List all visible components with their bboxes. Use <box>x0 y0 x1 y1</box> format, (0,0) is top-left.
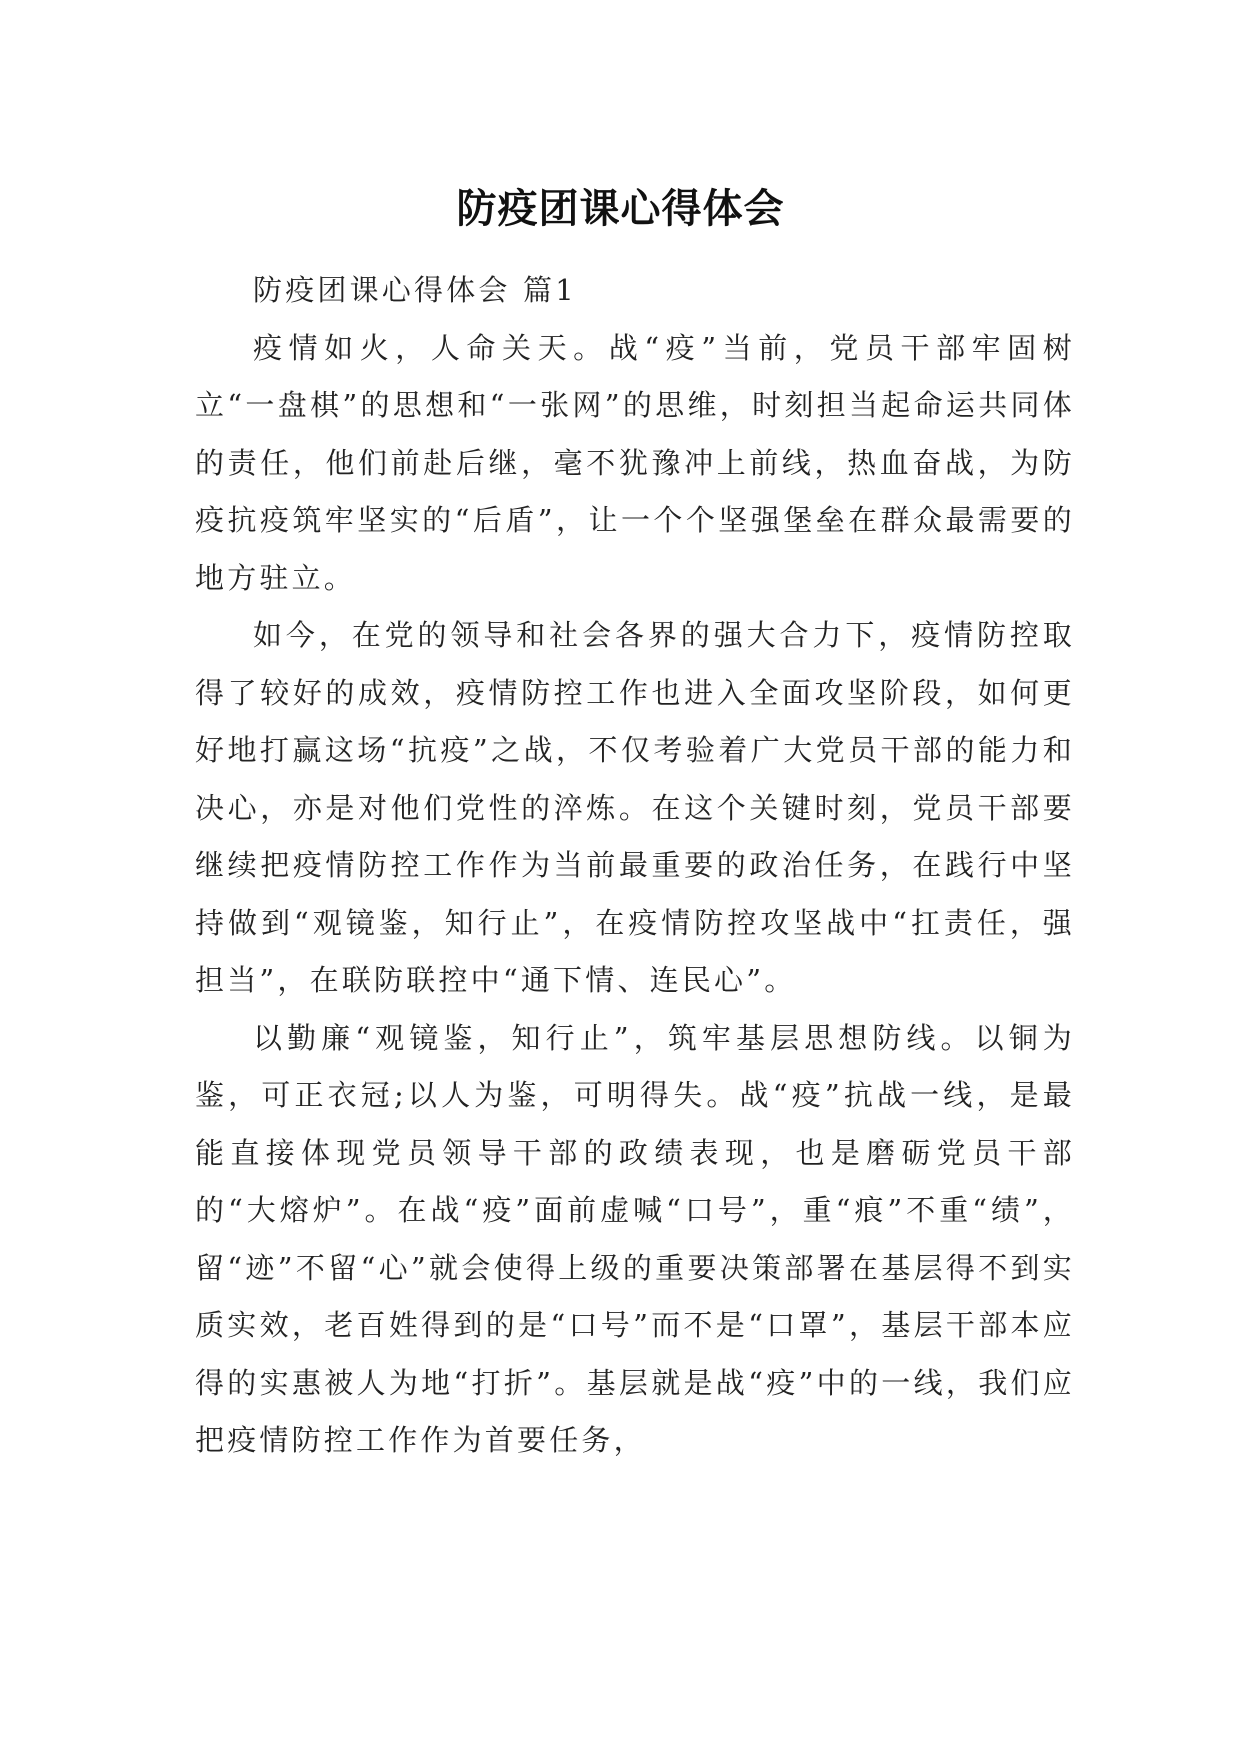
body-paragraph: 疫情如火，人命关天。战“疫”当前，党员干部牢固树立“一盘棋”的思想和“一张网”的思维，时刻担当起命运共同体的责任，他们前赴后继，毫不犹豫冲上前线，热血奋战，为防疫抗疫筑牢坚实的“后盾”，让一个个坚强堡垒在群众最需要的地方驻立。 <box>195 330 1075 595</box>
document-body <box>195 262 1075 1470</box>
section-heading: 防疫团课心得体会 篇1 <box>253 273 577 307</box>
document-title: 防疫团课心得体会 <box>456 185 785 232</box>
body-paragraph: 以勤廉“观镜鉴，知行止”，筑牢基层思想防线。以铜为鉴，可正衣冠;以人为鉴，可明得失。战“疫”抗战一线，是最能直接体现党员领导干部的政绩表现，也是磨砺党员干部的“大熔炉”。在战“疫”面前虚喊“口号”，重“痕”不重“绩”，留“迹”不留“心”就会使得上级的重要决策部署在基层得不到实质实效，老百姓得到的是“口号”而不是“口罩”，基层干部本应得的实惠被人为地“打折”。基层就是战“疫”中的一线，我们应把疫情防控工作作为首要任务， <box>195 1020 1075 1457</box>
body-paragraph: 如今，在党的领导和社会各界的强大合力下，疫情防控取得了较好的成效，疫情防控工作也进入全面攻坚阶段，如何更好地打赢这场“抗疫”之战，不仅考验着广大党员干部的能力和决心，亦是对他们党性的淬炼。在这个关键时刻，党员干部要继续把疫情防控工作作为当前最重要的政治任务，在践行中坚持做到“观镜鉴，知行止”，在疫情防控攻坚战中“扛责任，强担当”，在联防联控中“通下情、连民心”。 <box>195 618 1075 997</box>
